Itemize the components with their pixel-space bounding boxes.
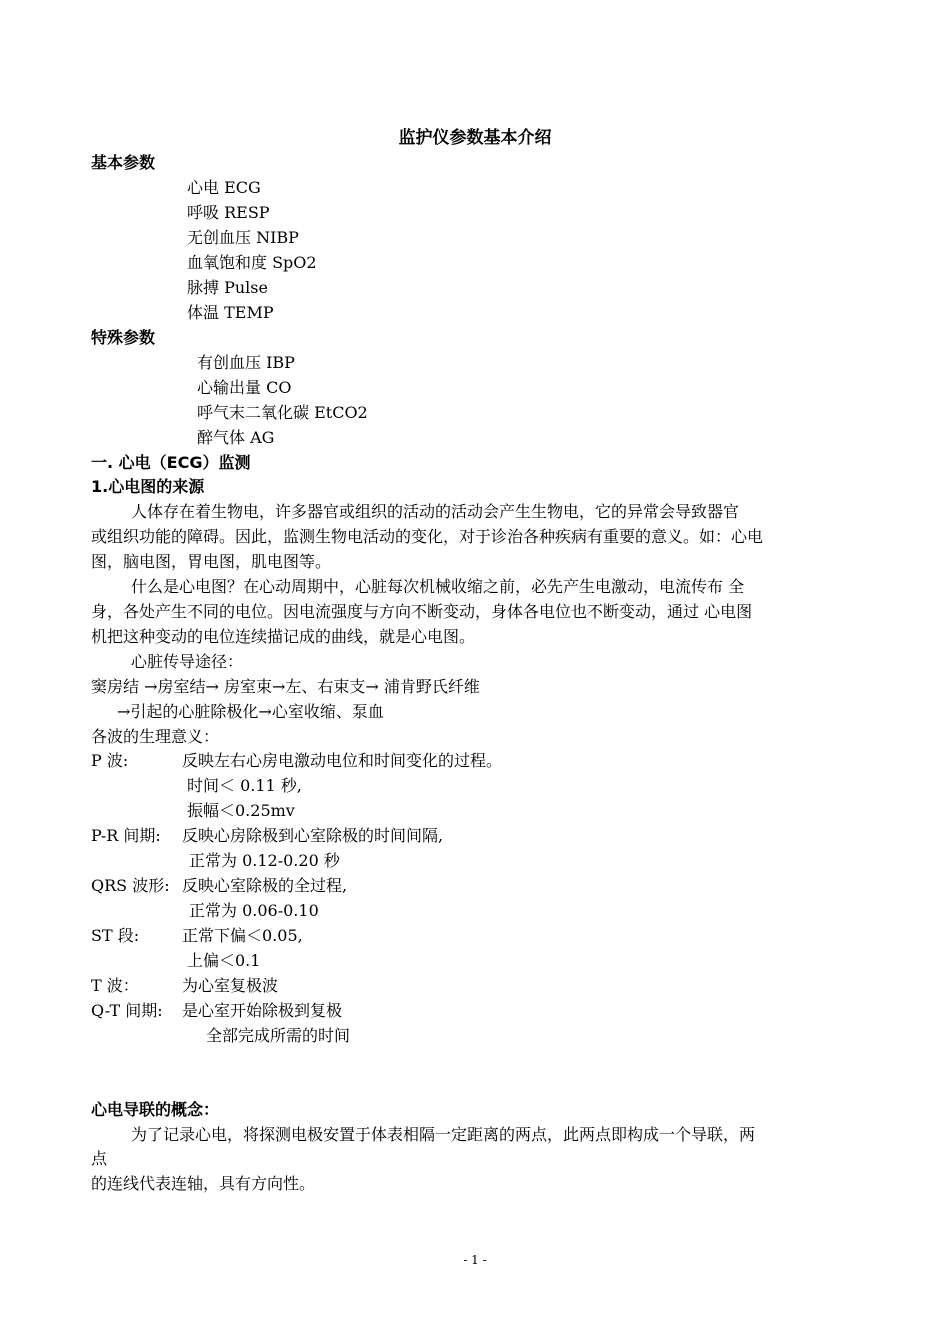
- paragraph-line: 的连线代表连轴，具有方向性。: [91, 1174, 316, 1193]
- basic-params-heading: 基本参数: [91, 153, 156, 172]
- conduction-path: →引起的心脏除极化→心室收缩、泵血: [117, 702, 384, 721]
- page-number: - 1 -: [463, 1253, 487, 1267]
- special-param-item: 心输出量 CO: [197, 378, 292, 397]
- basic-param-item: 体温 TEMP: [187, 303, 274, 322]
- leads-heading: 心电导联的概念：: [91, 1100, 220, 1119]
- wave-text: 反映心室除极的全过程,: [182, 876, 348, 895]
- special-param-item: 有创血压 IBP: [197, 353, 295, 372]
- wave-label: P-R 间期:: [91, 826, 161, 845]
- special-param-item: 呼气末二氧化碳 EtCO2: [197, 403, 368, 422]
- paragraph-line: 人体存在着生物电，许多器官或组织的活动的活动会产生生物电，它的异常会导致器官: [131, 502, 740, 521]
- wave-text: 全部完成所需的时间: [206, 1026, 351, 1045]
- paragraph-line: 点: [91, 1149, 108, 1168]
- special-params-heading: 特殊参数: [91, 328, 156, 347]
- page-title: 监护仪参数基本介绍: [398, 128, 552, 148]
- paragraph-line: 图，脑电图，胃电图，肌电图等。: [91, 552, 332, 571]
- wave-text: 正常下偏＜0.05,: [182, 926, 303, 945]
- basic-param-item: 呼吸 RESP: [187, 203, 270, 222]
- wave-text: 正常为 0.06-0.10: [189, 901, 319, 920]
- wave-label: Q-T 间期:: [91, 1001, 163, 1020]
- wave-text: 时间＜ 0.11 秒,: [187, 776, 302, 795]
- section-ecg-heading: 一. 心电（ECG）监测: [91, 453, 251, 472]
- wave-text: 反映左右心房电激动电位和时间变化的过程。: [182, 751, 503, 770]
- wave-text: 为心室复极波: [182, 976, 279, 995]
- wave-text: 是心室开始除极到复极: [182, 1001, 343, 1020]
- wave-text: 反映心房除极到心室除极的时间间隔,: [182, 826, 444, 845]
- subsection-ecg-origin: 1.心电图的来源: [91, 477, 205, 496]
- wave-label: P 波:: [91, 751, 129, 770]
- special-param-item: 醉气体 AG: [197, 428, 275, 447]
- basic-param-item: 心电 ECG: [187, 178, 261, 197]
- wave-text: 正常为 0.12-0.20 秒: [189, 851, 340, 870]
- conduction-path: 窦房结 →房室结→ 房室束→左、右束支→ 浦肯野氏纤维: [91, 677, 480, 696]
- paragraph-line: 身，各处产生不同的电位。因电流强度与方向不断变动，身体各电位也不断变动，通过 心电图: [91, 602, 753, 621]
- paragraph-line: 机把这种变动的电位连续描记成的曲线，就是心电图。: [91, 627, 476, 646]
- wave-label: ST 段:: [91, 926, 140, 945]
- conduction-title: 心脏传导途径：: [131, 652, 244, 671]
- wave-text: 上偏＜0.1: [187, 951, 261, 970]
- basic-param-item: 血氧饱和度 SpO2: [187, 253, 317, 272]
- waves-title: 各波的生理意义：: [91, 727, 220, 746]
- wave-text: 振幅＜0.25mv: [187, 801, 295, 820]
- paragraph-line: 为了记录心电，将探测电极安置于体表相隔一定距离的两点，此两点即构成一个导联，两: [131, 1125, 756, 1144]
- paragraph-line: 什么是心电图？在心动周期中，心脏每次机械收缩之前，必先产生电激动，电流传布 全: [131, 577, 745, 596]
- paragraph-line: 或组织功能的障碍。因此，监测生物电活动的变化，对于诊治各种疾病有重要的意义。如：心电: [91, 527, 764, 546]
- wave-label: QRS 波形:: [91, 876, 170, 895]
- wave-label: T 波：: [91, 976, 139, 995]
- basic-param-item: 无创血压 NIBP: [187, 228, 299, 247]
- basic-param-item: 脉搏 Pulse: [187, 278, 268, 297]
